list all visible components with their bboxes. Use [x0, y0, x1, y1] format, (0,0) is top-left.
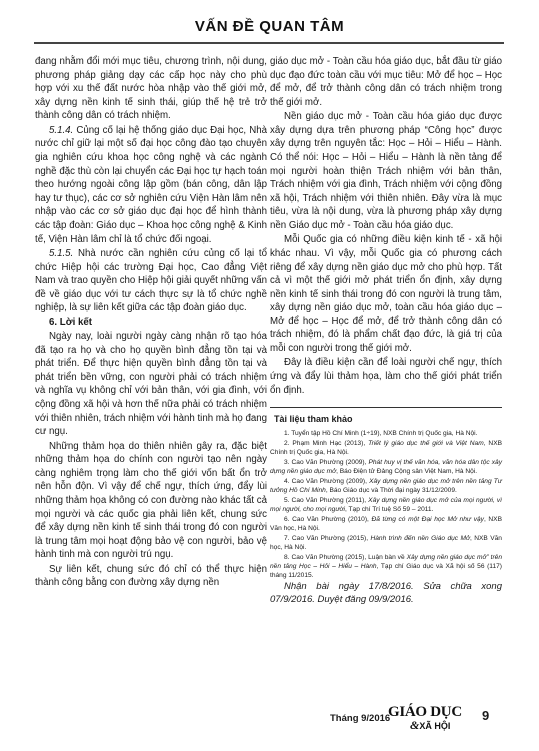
references-list [270, 429, 502, 580]
paragraph [35, 247, 267, 315]
paragraph [35, 124, 267, 246]
paragraph-text: Ngày nay, loài người ngày càng nhận rõ tạo hóa đã tạo ra họ và cho họ quyền bình đẳng tồn tại và phát triển. Để thực hiện quyền bình đẳng tồn tại và phát triển bền vững, con người phải có trách nhiệm và nghĩa vụ không chỉ với bản thân, với gia đình, với cộng đồng xã hội và hơn thế nữa phải có trách nhiệm với thiên nhiên, trách nhiệm với hành tinh mà họ đang cư ngụ. [35, 331, 267, 438]
reference-text: , NXB Văn học, Hà Nội. [270, 534, 502, 551]
received-note: Nhận bài ngày 17/8/2016. Sửa chữa xong 07/9/2016. Duyệt đăng 09/9/2016. [270, 580, 502, 606]
reference-text: , Tạp chí Trí tuệ Số 59 – 2011. [344, 505, 434, 513]
paragraph-text: Nền giáo dục mở - Toàn cầu hóa giáo dục được xây dựng dựa trên phương pháp “Công học” được xây dựng trên nguyên tắc: Học – Hỏi – Hiểu – Hành. Có thể nói: Học – Hỏi – Hiểu – Hành là nền tảng để mọi người hoàn thiện Trách nhiệm với bản thân, Trách nhiệm với gia đình, Trách nhiệm với cộng đồng xã hội, Trách nhiệm với thiên nhiên. Đây vừa là mục tiêu, vừa là nội dung, vừa là phương pháp xây dựng nền Giáo dục mở - Toàn cầu hóa giáo dục. [270, 111, 502, 231]
page-header [0, 0, 539, 42]
references-title: Tài liệu tham khảo [274, 414, 353, 425]
logo-subtitle: XÃ HỘI [419, 721, 451, 731]
logo-text-sub [410, 720, 464, 731]
reference-text: , Báo Điện tử Đảng Cộng sản Việt Nam, Hà Nội. [336, 467, 478, 475]
paragraph [270, 110, 502, 232]
section-heading [35, 316, 267, 330]
section-title: VẤN ĐỀ QUAN TÂM [194, 18, 345, 35]
paragraph-text: Mỗi Quốc gia có những điều kiện kinh tế - xã hội khác nhau. Vì vậy, mỗi Quốc gia có phương cách riêng để xây dựng nền giáo dục mở cho phù hợp. Tất cả vì một thế giới mở phát triển ổn định, xây dựng nền kinh tế sinh thái trong đó con người là trung tâm, xây dựng nền giáo dục mở, toàn cầu hóa giáo dục – Mở để học – Học để mở, để trở thành công dân có trách nhiệm, đó là phẩm chất đạo đức, là giá trị của mỗi con người trong thế giới mở. [270, 234, 502, 355]
right-column [270, 55, 502, 607]
right-column-body [270, 55, 502, 397]
reference-text: 8. Cao Văn Phường (2015), Luận bàn về [284, 553, 407, 561]
page-footer [0, 700, 539, 751]
magazine-logo [388, 704, 464, 736]
paragraph [270, 55, 502, 109]
section-number: 5.1.4. [49, 124, 74, 136]
reference-text: 4. Cao Văn Phường (2009), [284, 477, 370, 485]
paragraph-text: 6. Lời kết [49, 316, 92, 328]
logo-text-main: GIÁO DỤC [388, 704, 462, 720]
paragraph [270, 356, 502, 397]
reference-title: Đã từng có một Đại học Mở như vậy [371, 515, 484, 523]
reference-item [270, 515, 502, 533]
references [270, 407, 502, 580]
reference-text: , NXB Văn học, Hà Nội. [270, 515, 502, 532]
reference-text: 3. Cao Văn Phường (2009), [284, 458, 369, 466]
header-divider [34, 42, 504, 44]
reference-text: , NXB Chính trị Quốc gia, Hà Nội. [270, 439, 502, 456]
section-number: 5.1.5. [49, 247, 74, 259]
paragraph [35, 330, 267, 439]
left-column [35, 55, 267, 590]
reference-item [270, 534, 502, 552]
reference-title: Xây dựng nền giáo dục mở trên nền tảng Tư tưởng Hồ Chí Minh [270, 477, 502, 494]
reference-text: 1. Tuyển tập Hồ Chí Minh (1÷19), NXB Chính trị Quốc gia, Hà Nội. [284, 429, 478, 437]
reference-text: 2. Phạm Minh Hạc (2013), [284, 439, 369, 447]
paragraph-text: đang nhằm đổi mới mục tiêu, chương trình, nội dung, phương pháp giảng dạy các cấp học này cho phù hợp với xu thế đất nước hòa nhập vào thế giới mở, xây dựng nền kinh tế sinh thái, giúp thế hệ trẻ trở thành công dân có trách nhiệm. [35, 56, 267, 122]
reference-item [270, 553, 502, 580]
logo-ampersand: & [410, 718, 420, 732]
reference-title: Phát huy vị thế văn hóa, văn hóa dân tộc xây dựng nền giáo dục mở [270, 458, 502, 475]
reference-item [270, 496, 502, 514]
paragraph-text: giáo dục mở - Toàn cầu hóa giáo dục, bắt đầu từ giáo dục đạo đức toàn cầu với mục tiêu: Mở để học – Học để mở, để trở thành công dân có trách nhiệm trong thế giới mở. [270, 56, 502, 108]
page-number: 9 [482, 708, 490, 723]
reference-item [270, 458, 502, 476]
reference-text: 7. Cao Văn Phường (2015), [284, 534, 371, 542]
reference-title: Triết lý giáo dục thế giới và Việt Nam [368, 439, 484, 447]
reference-text: , Báo Giáo dục và Thời đại ngày 31/12/2009. [325, 486, 457, 494]
reference-title: Xây dựng nền giáo dục mở” trên nền tảng Học – Hỏi – Hiểu – Hành [270, 553, 502, 570]
paragraph [270, 233, 502, 355]
issue-date: Tháng 9/2016 [330, 713, 391, 724]
paragraph-text: Sự liên kết, chung sức đó chỉ có thể thực hiện thành công bằng con đường xây dựng nền [35, 563, 267, 589]
paragraph-text: Củng cố lại hệ thống giáo dục Đại học, Nhà nước chỉ giữ lại một số đại học công đào tạo chuyên gia nghiên cứu khoa học công nghệ và các ngành nghề đặc thù còn lại chuyển các Đại học tự hạch toán theo hướng ngoài công lập gồm (bán công, dân lập hay tư thục), các cơ sở nghiên cứu Viện Hàn lâm nên nhập vào các cơ sở giáo dục đại học để hình thành các tập đoàn: Giáo dục – Khoa học công nghệ & Kinh tế, Viện Hàn lâm chỉ là tổ chức đối ngoại. [35, 124, 267, 245]
paragraph [35, 563, 267, 590]
reference-text: 6. Cao Văn Phường (2010), [284, 515, 372, 523]
paragraph [35, 55, 267, 123]
reference-item [270, 439, 502, 457]
reference-text: 5. Cao Văn Phường (2011), [284, 496, 369, 504]
reference-title: Xây dựng nền giáo dục mở của mọi người, vì mọi người, cho mọi người [270, 496, 502, 513]
reference-item [270, 477, 502, 495]
paragraph-text: Đây là điều kiện cần để loài người chế ngự, thích ứng và đẩy lùi thảm họa, làm cho thế giới phát triển ổn định. [270, 357, 502, 396]
reference-item [270, 429, 502, 438]
paragraph-text: Những thảm họa do thiên nhiên gây ra, đặc biệt những thảm họa do chính con người tạo nên ngày càng nghiêm trọng làm cho thế giới vốn bất ổn trở nên hỗn độn. Vì vậy để chế ngự, thích ứng, đẩy lùi những thảm họa không có con đường nào khác tất cả mọi người và các quốc gia phải liên kết, chung sức để xây dựng nền kinh tế sinh thái trong đó con người là trung tâm mọi hoạt động bảo vệ con người, bảo vệ hành tinh mà con người trú ngụ. [35, 440, 267, 561]
reference-text: , Tạp chí Giáo dục và Xã hội số 56 (117) tháng 11/2015. [270, 562, 502, 579]
reference-title: Hành trình đến nền Giáo dục Mở [370, 534, 470, 542]
paragraph [35, 440, 267, 562]
paragraph-text: Nhà nước cần nghiên cứu củng cố lại tổ chức Hiệp hội các trường Đại học, Cao đẳng Việt Nam và trao quyền cho Hiệp hội giải quyết những vấn đề về giáo dục với tư cách thực sự là tổ chức nghề nghiệp, là sự liên kết giữa các tập đoàn giáo dục. [35, 247, 267, 314]
